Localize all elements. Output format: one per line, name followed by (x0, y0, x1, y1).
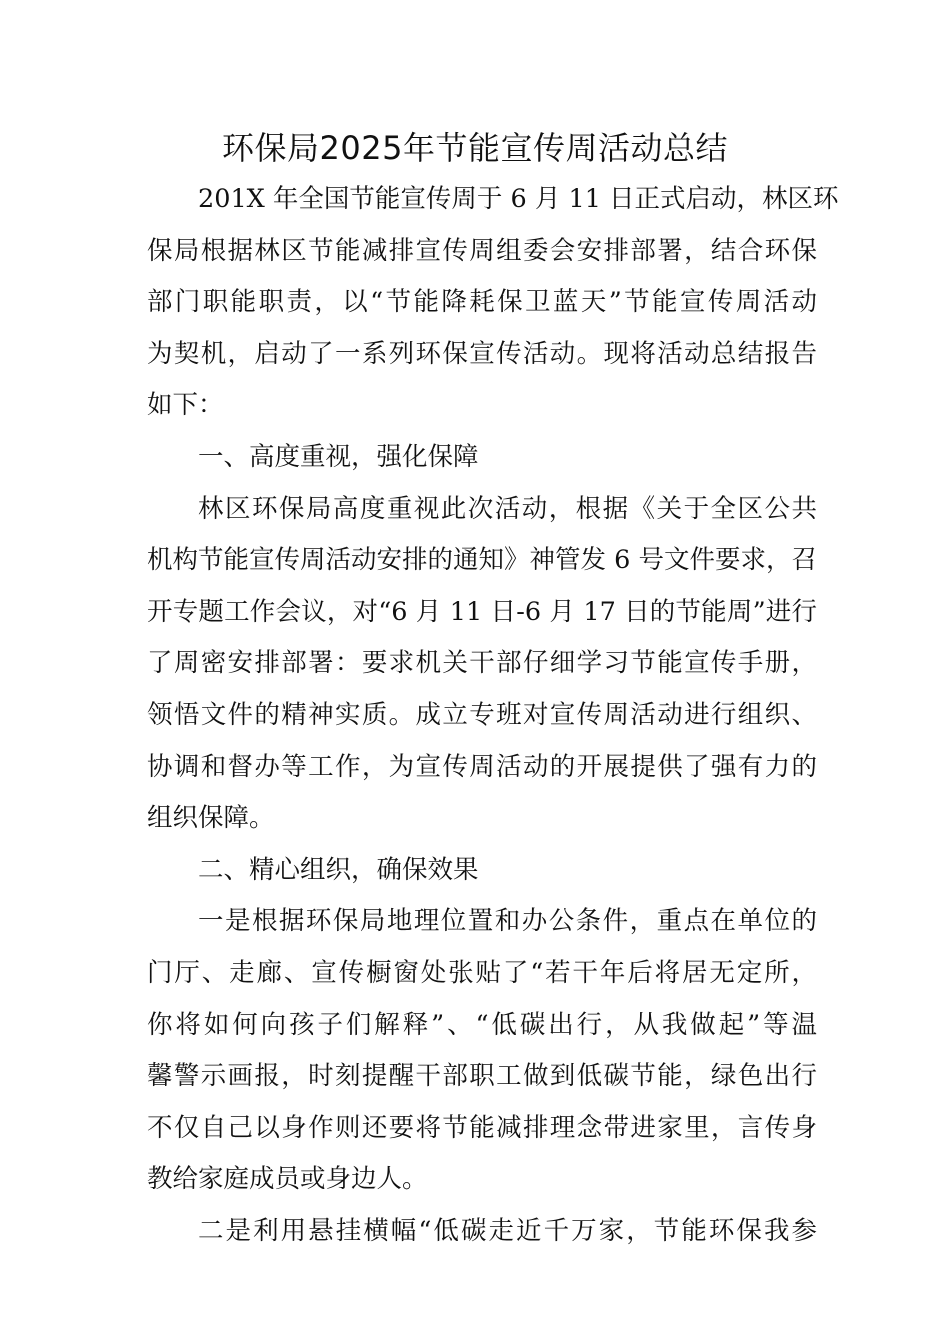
document-title: 环保局2025年节能宣传周活动总结 (222, 129, 728, 167)
text-line: 组织保障。 (147, 803, 275, 834)
text-line: 保局根据林区节能减排宣传周组委会安排部署，结合环保 (147, 235, 817, 266)
text-line: 林区环保局高度重视此次活动，根据《关于全区公共 (198, 493, 817, 524)
text-line: 不仅自己以身作则还要将节能减排理念带进家里，言传身 (147, 1112, 817, 1143)
text-line: 机构节能宣传周活动安排的通知》神管发 6 号文件要求，召 (147, 545, 817, 576)
text-line: 部门职能职责，以“节能降耗保卫蓝天”节能宣传周活动 (147, 287, 817, 318)
text-line: 你将如何向孩子们解释”、“低碳出行，从我做起”等温 (147, 1009, 817, 1040)
text-line: 了周密安排部署：要求机关干部仔细学习节能宣传手册， (147, 648, 817, 679)
text-line: 领悟文件的精神实质。成立专班对宣传周活动进行组织、 (147, 699, 817, 730)
document-body (147, 174, 839, 1257)
text-line: 协调和督办等工作，为宣传周活动的开展提供了强有力的 (147, 751, 817, 782)
text-line: 教给家庭成员或身边人。 (147, 1164, 428, 1195)
text-line: 一是根据环保局地理位置和办公条件，重点在单位的 (198, 906, 817, 937)
text-line: 馨警示画报，时刻提醒干部职工做到低碳节能，绿色出行 (147, 1061, 817, 1092)
text-line: 201X 年全国节能宣传周于 6 月 11 日正式启动，林区环 (198, 184, 839, 214)
text-line: 为契机，启动了一系列环保宣传活动。现将活动总结报告 (147, 338, 817, 369)
text-line: 二是利用悬挂横幅“低碳走近千万家，节能环保我参 (198, 1215, 817, 1246)
text-line: 门厅、走廊、宣传橱窗处张贴了“若干年后将居无定所， (147, 957, 817, 988)
text-line: 一、高度重视，强化保障 (198, 441, 479, 472)
text-line: 开专题工作会议，对“6 月 11 日-6 月 17 日的节能周”进行 (147, 596, 817, 627)
text-line: 二、精心组织，确保效果 (198, 854, 479, 885)
text-line: 如下： (147, 390, 224, 421)
